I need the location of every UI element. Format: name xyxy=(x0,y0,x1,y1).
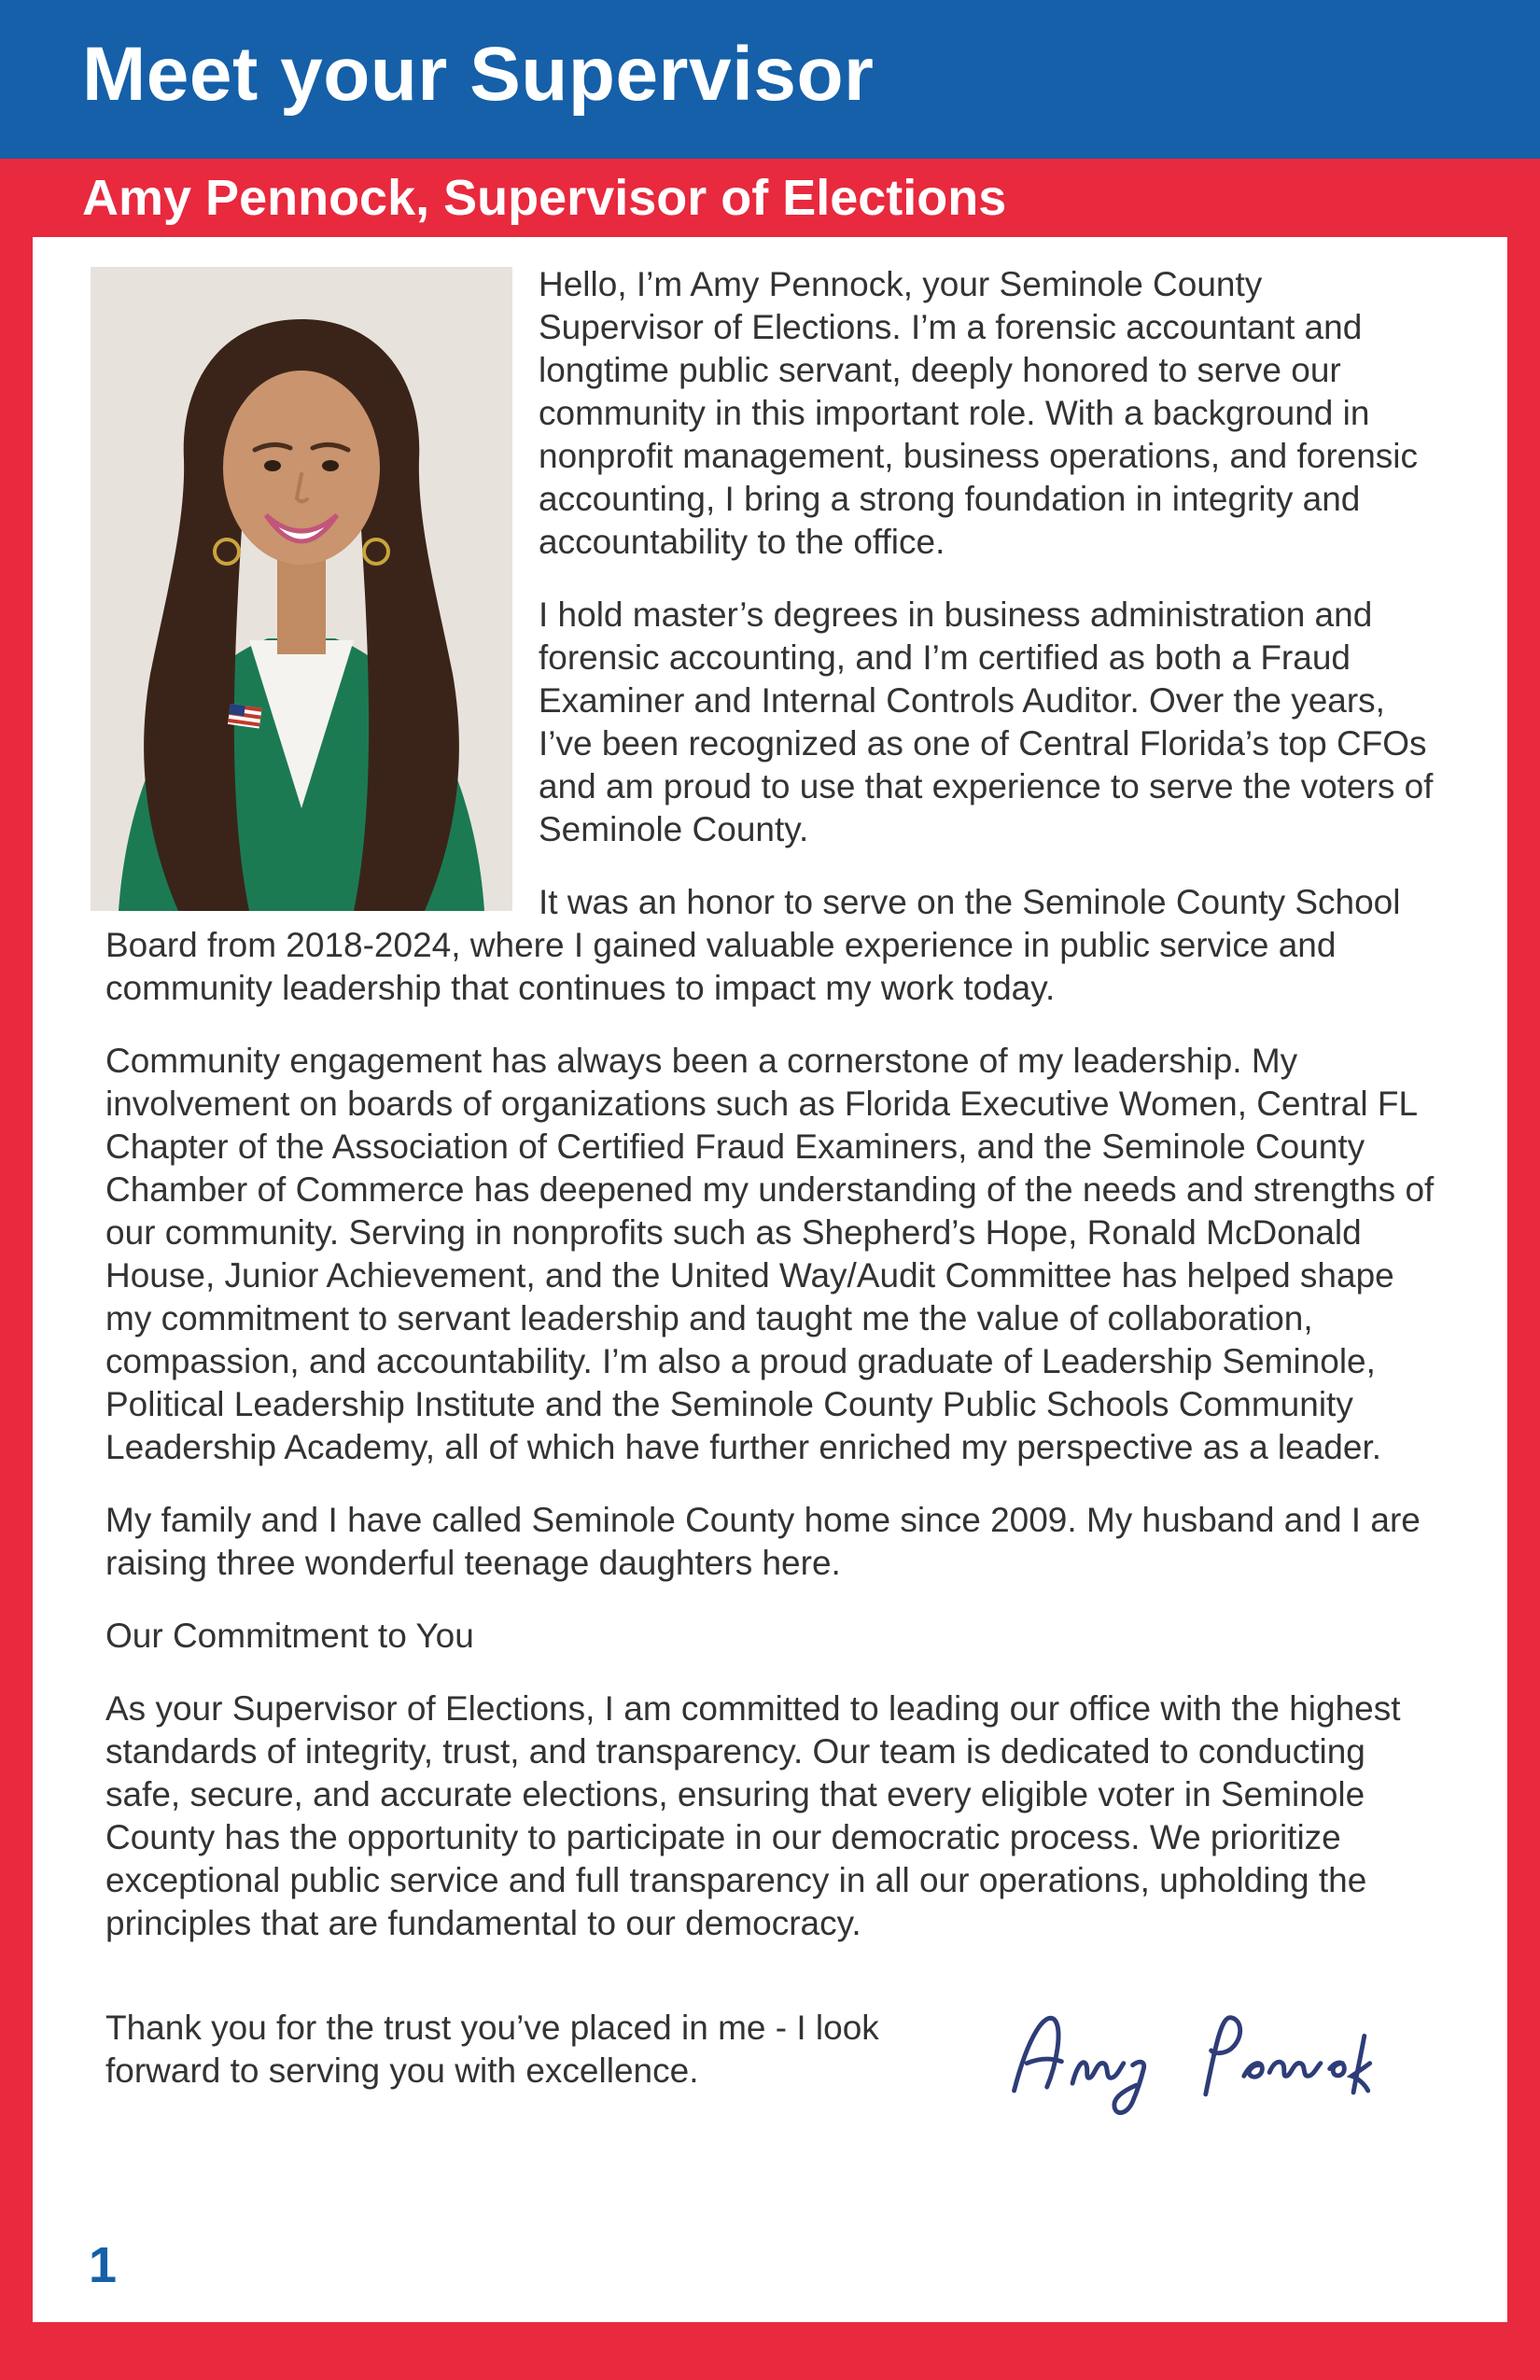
bio-paragraph-4: Community engagement has always been a cornerstone of my leadership. My involvement on boards of organizations such as Florida Executive Women, Central FL Chapter of the Association of Certified Fraud Examiners, and the Seminole County Chamber of Commerce has deepened my understanding of the needs and strengths of our community. Serving in nonprofits such as Shepherd’s Hope, Ronald McDonald House, Junior Achievement, and the United Way/Audit Committee has helped shape my commitment to servant leadership and taught me the value of collaboration, compassion, and accountability. I’m also a proud graduate of Leadership Seminole, Political Leadership Institute and the Seminole County Public Schools Community Leadership Academy, all of which have further enriched my perspective as a leader. xyxy=(105,1042,1435,1466)
subtitle-banner xyxy=(0,159,1540,237)
commitment-heading: Our Commitment to You xyxy=(105,1617,474,1655)
bio-paragraph-3: It was an honor to serve on the Seminole County School Board from 2018-2024, where I gained valuable experience in public service and community leadership that continues to impact my work today. xyxy=(105,883,1401,1007)
page-title: Meet your Supervisor xyxy=(82,32,875,117)
closing-paragraph: Thank you for the trust you’ve placed in me - I look forward to serving you with excellence. xyxy=(105,2009,879,2090)
page-number: 1 xyxy=(89,2237,118,2293)
content-area xyxy=(33,237,1507,2322)
header-banner xyxy=(0,0,1540,159)
supervisor-name-title: Amy Pennock, Supervisor of Elections xyxy=(82,170,1007,226)
closing-row xyxy=(105,1975,1435,2124)
bio-paragraph-5: My family and I have called Seminole County home since 2009. My husband and I are raising three wonderful teenage daughters here. xyxy=(105,1501,1421,1582)
portrait-photo xyxy=(91,267,512,911)
signature xyxy=(996,1975,1397,2124)
bio-paragraph-1: Hello, I’m Amy Pennock, your Seminole County Supervisor of Elections. I’m a forensic accountant and longtime public servant, deeply honored to serve our community in this important role. With a background in nonprofit management, business operations, and forensic accounting, I bring a strong foundation in integrity and accountability to the office. xyxy=(539,265,1419,561)
bio-paragraph-2: I hold master’s degrees in business administration and forensic accounting, and I’m certified as both a Fraud Examiner and Internal Controls Auditor. Over the years, I’ve been recognized as one of Central Florida’s top CFOs and am proud to use that experience to serve the voters of Seminole County. xyxy=(539,595,1434,848)
commitment-paragraph: As your Supervisor of Elections, I am committed to leading our office with the highest standards of integrity, trust, and transparency. Our team is dedicated to conducting safe, secure, and accurate elections, ensuring that every eligible voter in Seminole County has the opportunity to participate in our democratic process. We prioritize exceptional public service and full transparency in all our operations, upholding the principles that are fundamental to our democracy. xyxy=(105,1689,1401,1942)
